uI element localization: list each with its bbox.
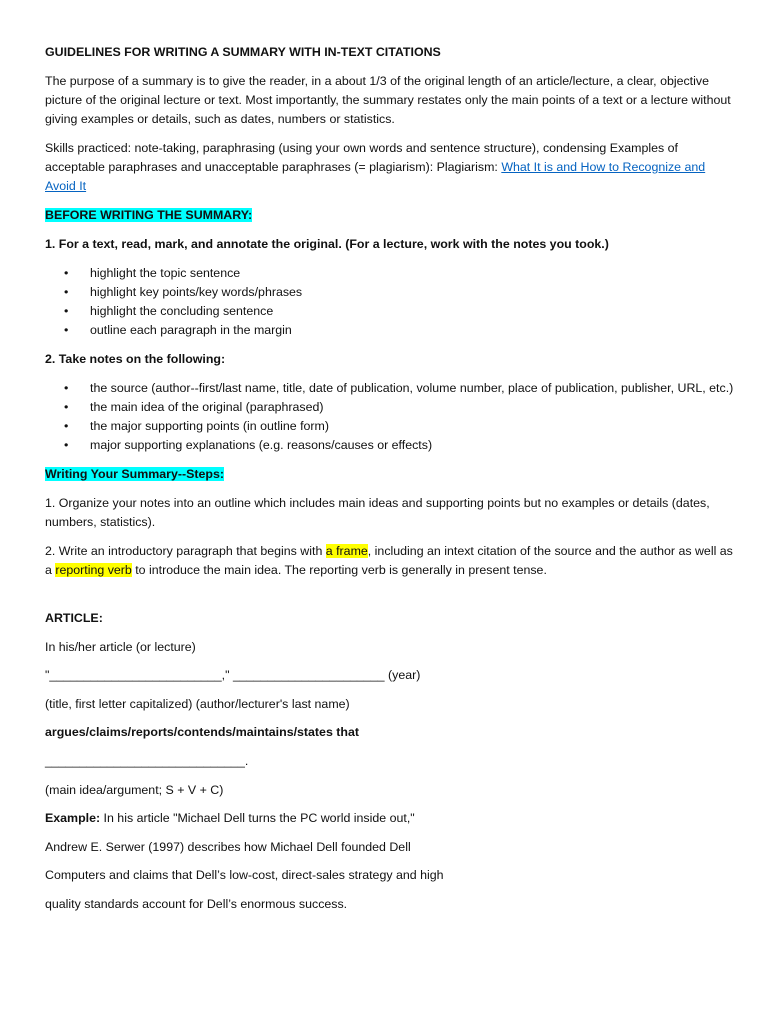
list-item <box>45 417 735 436</box>
step2-bullet-list <box>45 379 735 455</box>
writing-step2-text: 2. Write an introductory paragraph that begins with <box>45 544 326 558</box>
step2-heading: 2. Take notes on the following: <box>45 352 226 366</box>
article-frame-blanks: "_________________________," ______________________ (year) <box>45 668 421 683</box>
skills-text: Skills practiced: note-taking, paraphrasing (using your own words and sentence structure), condensing Examples of acceptable paraphrases and unacceptable paraphrases (= plagiarism): Plagiarism: <box>45 141 678 174</box>
article-heading: ARTICLE: <box>45 611 103 625</box>
skills-paragraph <box>45 139 735 196</box>
writing-step1: 1. Organize your notes into an outline which includes main ideas and supporting points but no examples or details (dates, numbers, statistics). <box>45 496 710 529</box>
bullet-icon: • <box>64 323 69 337</box>
list-item <box>45 302 735 321</box>
article-frame-hint: (title, first letter capitalized) (author/lecturer's last name) <box>45 696 350 711</box>
list-item-text: the source (author--first/last name, title, date of publication, volume number, place of publication, publisher, URL, etc.) <box>90 381 734 395</box>
list-item <box>45 264 735 283</box>
writing-step2-text: to introduce the main idea. The reporting verb is generally in present tense. <box>131 563 547 577</box>
list-item <box>45 436 735 455</box>
main-idea-blank: _____________________________. <box>45 753 249 768</box>
reporting-verbs-line: argues/claims/reports/contends/maintains/states that <box>45 725 359 740</box>
bullet-icon: • <box>64 381 69 395</box>
reporting-verb-highlight: reporting verb <box>55 563 132 577</box>
list-item-text: highlight the topic sentence <box>90 266 241 280</box>
plagiarism-link[interactable]: What It is and How to Recognize and Avoid It <box>45 160 706 193</box>
example-label: Example: <box>45 811 101 826</box>
document-title: GUIDELINES FOR WRITING A SUMMARY WITH IN-TEXT CITATIONS <box>45 45 441 59</box>
step1-heading: 1. For a text, read, mark, and annotate the original. (For a lecture, work with the notes you took.) <box>45 237 609 251</box>
list-item-text: highlight the concluding sentence <box>90 304 274 318</box>
example-line: quality standards account for Dell’s enormous success. <box>45 896 348 911</box>
list-item <box>45 398 735 417</box>
list-item-text: major supporting explanations (e.g. reasons/causes or effects) <box>90 438 433 452</box>
list-item-text: the main idea of the original (paraphrased) <box>90 400 324 414</box>
document-body <box>45 43 735 924</box>
article-frame-line: In his/her article (or lecture) <box>45 639 196 654</box>
bullet-icon: • <box>64 419 69 433</box>
bullet-icon: • <box>64 438 69 452</box>
list-item <box>45 321 735 340</box>
list-item-text: the major supporting points (in outline form) <box>90 419 329 433</box>
frame-highlight: a frame <box>325 544 368 558</box>
example-line: Andrew E. Serwer (1997) describes how Michael Dell founded Dell <box>45 839 411 854</box>
writing-step2-text: , including an intext citation of the source and the author as well as a <box>45 544 733 577</box>
list-item <box>45 283 735 302</box>
bullet-icon: • <box>64 304 69 318</box>
intro-paragraph: The purpose of a summary is to give the reader, in a about 1/3 of the original length of an article/lecture, a clear, objective picture of the original lecture or text. Most importantly, the summary restates only the main points of a text or a lecture without giving examples or details, such as dates, numbers or statistics. <box>45 74 731 126</box>
list-item-text: outline each paragraph in the margin <box>90 323 292 337</box>
bullet-icon: • <box>64 400 69 414</box>
before-writing-heading-text: BEFORE WRITING THE SUMMARY: <box>45 208 253 222</box>
list-item <box>45 379 735 398</box>
bullet-icon: • <box>64 285 69 299</box>
before-writing-heading <box>45 206 735 225</box>
list-item-text: highlight key points/key words/phrases <box>90 285 303 299</box>
step1-bullet-list <box>45 264 735 340</box>
main-idea-hint: (main idea/argument; S + V + C) <box>45 782 224 797</box>
article-frame-section <box>45 609 735 914</box>
example-line: Computers and claims that Dell’s low-cost, direct-sales strategy and high <box>45 868 444 883</box>
writing-step2 <box>45 542 735 580</box>
writing-steps-heading <box>45 465 735 484</box>
example-text: In his article "Michael Dell turns the PC world inside out," <box>100 811 415 826</box>
example-line <box>45 809 735 828</box>
blank-line <box>45 590 735 609</box>
bullet-icon: • <box>64 266 69 280</box>
writing-steps-heading-text: Writing Your Summary--Steps: <box>45 467 224 481</box>
